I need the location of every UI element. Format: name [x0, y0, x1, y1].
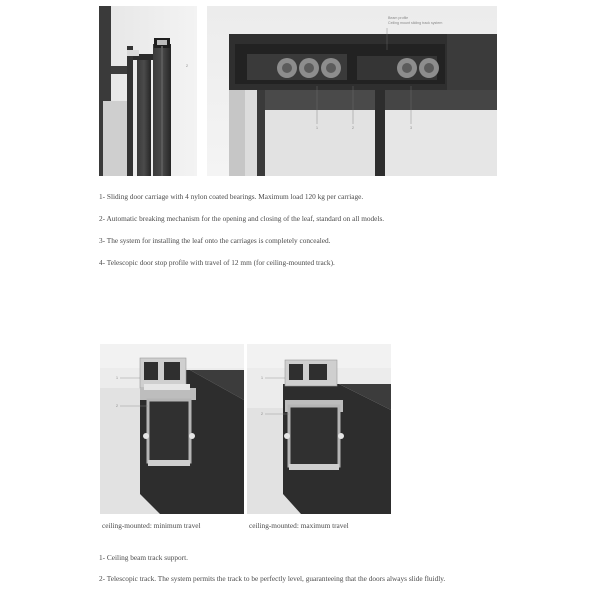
track-carriage-photo [207, 6, 497, 176]
fig2-callout-2: 2 [261, 412, 263, 416]
right-photo-note-2: Ceiling mount sliding track system [388, 21, 443, 25]
top-item-1: 1- Sliding door carriage with 4 nylon coated bearings. Maximum load 120 kg per carriage. [99, 192, 364, 201]
bottom-item-2: 2- Telescopic track. The system permits the track to be perfectly level, guaranteeing that the doors always slide fluidly. [99, 574, 446, 583]
bottom-item-1: 1- Ceiling beam track support. [99, 553, 188, 562]
track-section-min-travel [100, 344, 244, 514]
top-item-3: 3- The system for installing the leaf onto the carriages is completely concealed. [99, 236, 331, 245]
fig2-callout-1: 1 [261, 376, 263, 380]
right-photo-callout-1: 1 [316, 126, 318, 130]
fig1-callout-2: 2 [116, 404, 118, 408]
fig1-callout-1: 1 [116, 376, 118, 380]
left-photo-callout: 2 [186, 64, 188, 68]
right-photo-note-1: Beam profile [388, 16, 409, 20]
fig2-label: ceiling-mounted: maximum travel [249, 521, 349, 530]
track-section-max-travel [247, 344, 391, 514]
top-item-4: 4- Telescopic door stop profile with travel of 12 mm (for ceiling-mounted track). [99, 258, 335, 267]
right-photo-callout-2: 2 [352, 126, 354, 130]
right-photo-callout-3: 3 [410, 126, 412, 130]
door-profile-photo [99, 6, 197, 176]
top-item-2: 2- Automatic breaking mechanism for the opening and closing of the leaf, standard on all models. [99, 214, 385, 223]
fig1-label: ceiling-mounted: minimum travel [102, 521, 201, 530]
